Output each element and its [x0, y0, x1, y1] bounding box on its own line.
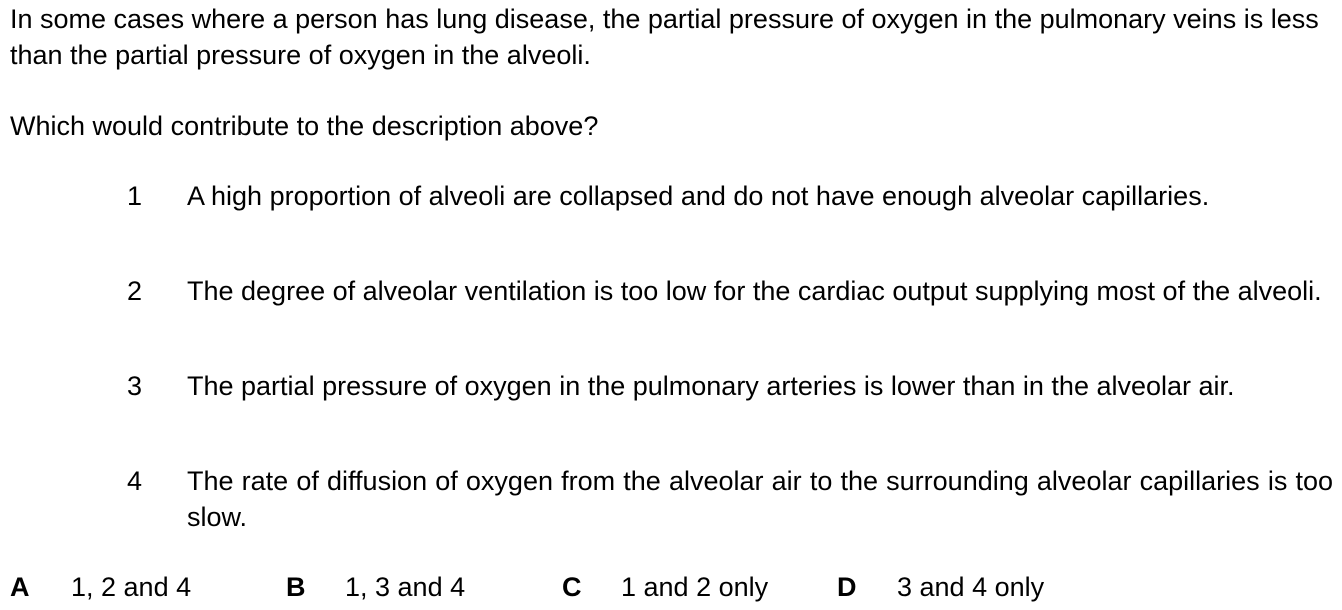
- statement-number: 3: [127, 371, 143, 401]
- question-stem: In some cases where a person has lung disease, the partial pressure of oxygen in the pulmonary veins is less than the partial pressure of oxygen in the alveoli.: [10, 4, 1319, 70]
- option-answer: 1, 3 and 4: [345, 572, 466, 602]
- statement-item: [127, 368, 1333, 463]
- option-answer: 3 and 4 only: [897, 572, 1045, 602]
- option-letter: A: [10, 572, 30, 602]
- statement-number: 1: [127, 181, 143, 211]
- option-letter: B: [286, 572, 306, 602]
- statement-number: 4: [127, 466, 143, 496]
- option-answer: 1, 2 and 4: [71, 572, 192, 602]
- statement-text: The degree of alveolar ventilation is too low for the cardiac output supplying most of the alveoli.: [187, 276, 1322, 306]
- statement-item: [127, 178, 1333, 273]
- statement-item: [127, 273, 1333, 368]
- statement-item: [127, 463, 1333, 558]
- statement-number: 2: [127, 276, 143, 306]
- statement-text: The rate of diffusion of oxygen from the alveolar air to the surrounding alveolar capillaries is too slow.: [187, 466, 1333, 532]
- statement-text: A high proportion of alveoli are collapsed and do not have enough alveolar capillaries.: [187, 181, 1210, 211]
- answer-options: [10, 569, 1332, 605]
- option-letter: C: [562, 572, 582, 602]
- option-letter: D: [837, 572, 857, 602]
- statement-list: [127, 178, 1333, 558]
- question-prompt: Which would contribute to the description above?: [10, 111, 599, 141]
- statement-text: The partial pressure of oxygen in the pulmonary arteries is lower than in the alveolar air.: [187, 371, 1235, 401]
- option-answer: 1 and 2 only: [621, 572, 769, 602]
